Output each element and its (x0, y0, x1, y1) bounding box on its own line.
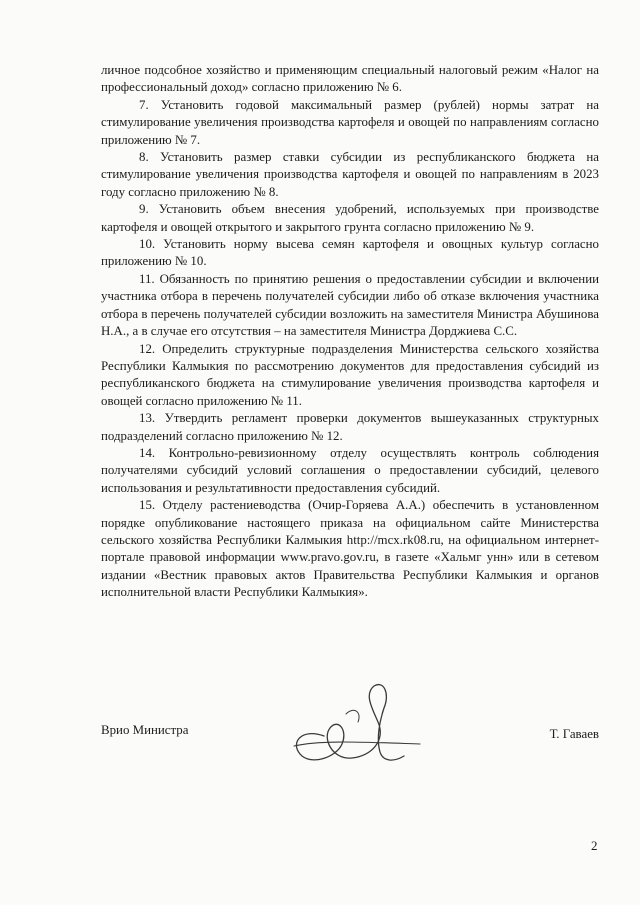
paragraph-continuation: личное подсобное хозяйство и применяющим специальный налоговый режим «Налог на профессиональный доход» согласно приложению № 6. (101, 63, 599, 95)
paragraph-item-9: 9. Установить объем внесения удобрений, используемых при производстве картофеля и овощей открытого и закрытого грунта согласно приложению № 9. (101, 202, 599, 234)
paragraph-item-10: 10. Установить норму высева семян картофеля и овощных культур согласно приложению № 10. (101, 237, 599, 269)
paragraph-item-7: 7. Установить годовой максимальный размер (рублей) нормы затрат на стимулирование увеличения производства картофеля и овощей по направлениям согласно приложению № 7. (101, 97, 599, 147)
signatory-title: Врио Министра (101, 723, 189, 737)
paragraph-item-13: 13. Утвердить регламент проверки документов вышеуказанных структурных подразделений согласно приложению № 12. (101, 411, 599, 443)
paragraph-item-15: 15. Отделу растениеводства (Очир-Горяева А.А.) обеспечить в установленном порядке опубликование настоящего приказа на официальном сайте Министерства сельского хозяйства Республики Калмыкия http://mcx.rk08.ru, на официальном интернет-портале правовой информации www.pravo.gov.ru, в газете «Хальмг унн» или в сетевом издании «Вестник правовых актов Правительства Республики Калмыкия и органов исполнительной власти Республики Калмыкия». (101, 498, 599, 600)
page-number: 2 (591, 838, 598, 853)
document-body (101, 62, 599, 602)
handwritten-signature-icon (280, 678, 430, 770)
paragraph-item-14: 14. Контрольно-ревизионному отделу осуществлять контроль соблюдения получателями субсидий условий соглашения о предоставлении субсидий, целевого использования и результативности предоставления субсидий. (101, 445, 599, 495)
paragraph-item-8: 8. Установить размер ставки субсидии из республиканского бюджета на стимулирование увеличения производства картофеля и овощей по направлениям в 2023 году согласно приложению № 8. (101, 150, 599, 199)
paragraph-item-11: 11. Обязанность по принятию решения о предоставлении субсидии и включении участника отбора в перечень получателей субсидии либо об отказе включения участника отбора в перечень получателей субсидии возложить на заместителя Министра Абушинова Н.А., а в случае его отсутствия – на заместителя Министра Дорджиева С.С. (101, 271, 599, 339)
signatory-name: Т. Гаваев (549, 727, 599, 741)
paragraph-item-12: 12. Определить структурные подразделения Министерства сельского хозяйства Республики Калмыкия по рассмотрению документов для предоставления субсидий из республиканского бюджета на стимулирование увеличения производства картофеля и овощей согласно приложению № 11. (101, 341, 599, 408)
